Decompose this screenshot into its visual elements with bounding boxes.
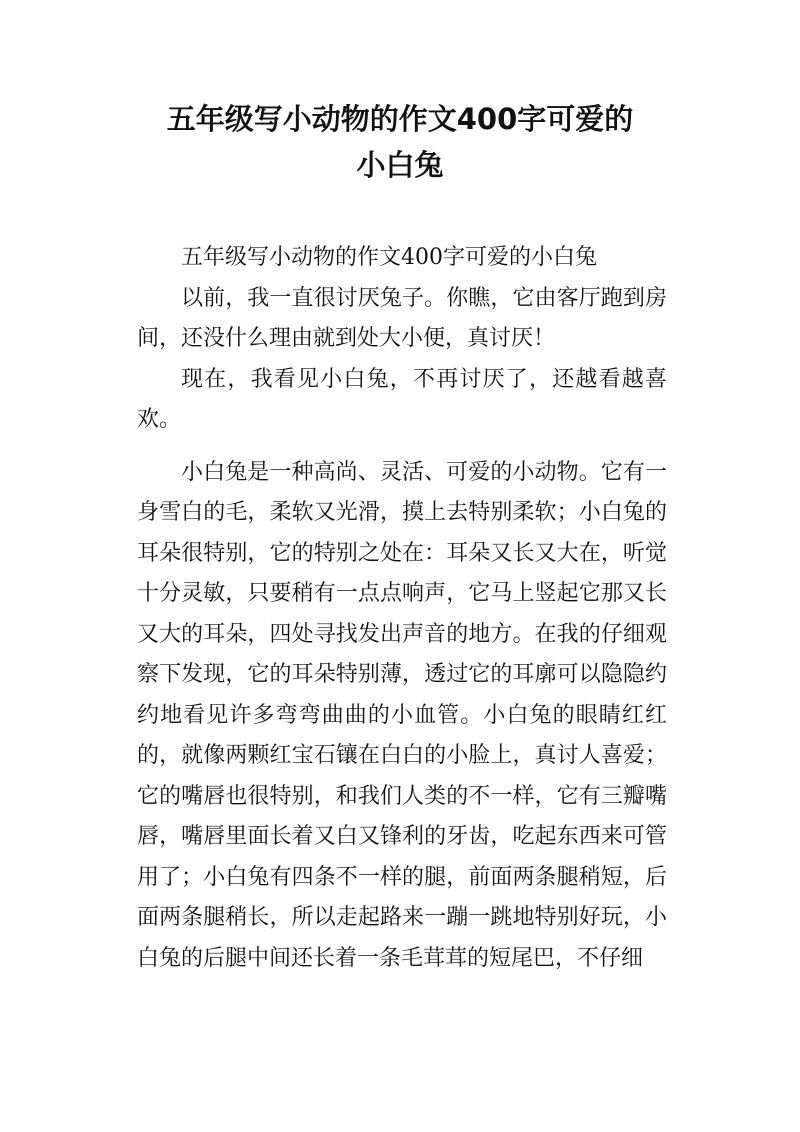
title-line-2: 小白兔 <box>356 148 444 182</box>
subtitle-paragraph: 五年级写小动物的作文400字可爱的小白兔 <box>181 245 597 270</box>
body-paragraph: 以前，我一直很讨厌兔子。你瞧，它由客厅跑到房间，还没什么理由就到处大小便，真讨厌！ <box>137 285 667 351</box>
document-title <box>100 96 700 188</box>
document-body <box>137 238 667 979</box>
title-line-1: 五年级写小动物的作文400字可爱的 <box>166 102 634 136</box>
body-paragraph: 现在，我看见小白兔，不再讨厌了，还越看越喜欢。 <box>137 366 667 432</box>
body-paragraph: 小白兔是一种高尚、灵活、可爱的小动物。它有一身雪白的毛，柔软又光滑，摸上去特别柔软；小白兔的耳朵很特别，它的特别之处在：耳朵又长又大在，听觉十分灵敏，只要稍有一点点响声，它马上竖起它那又长又大的耳朵，四处寻找发出声音的地方。在我的仔细观察下发现，它的耳朵特别薄，透过它的耳廓可以隐隐约约地看见许多弯弯曲曲的小血管。小白兔的眼睛红红的，就像两颗红宝石镶在白白的小脸上，真讨人喜爱；它的嘴唇也很特别，和我们人类的不一样，它有三瓣嘴唇，嘴唇里面长着又白又锋利的牙齿，吃起东西来可管用了；小白兔有四条不一样的腿，前面两条腿稍短，后面两条腿稍长，所以走起路来一蹦一跳地特别好玩，小白兔的后腿中间还长着一条毛茸茸的短尾巴，不仔细 <box>137 459 667 971</box>
